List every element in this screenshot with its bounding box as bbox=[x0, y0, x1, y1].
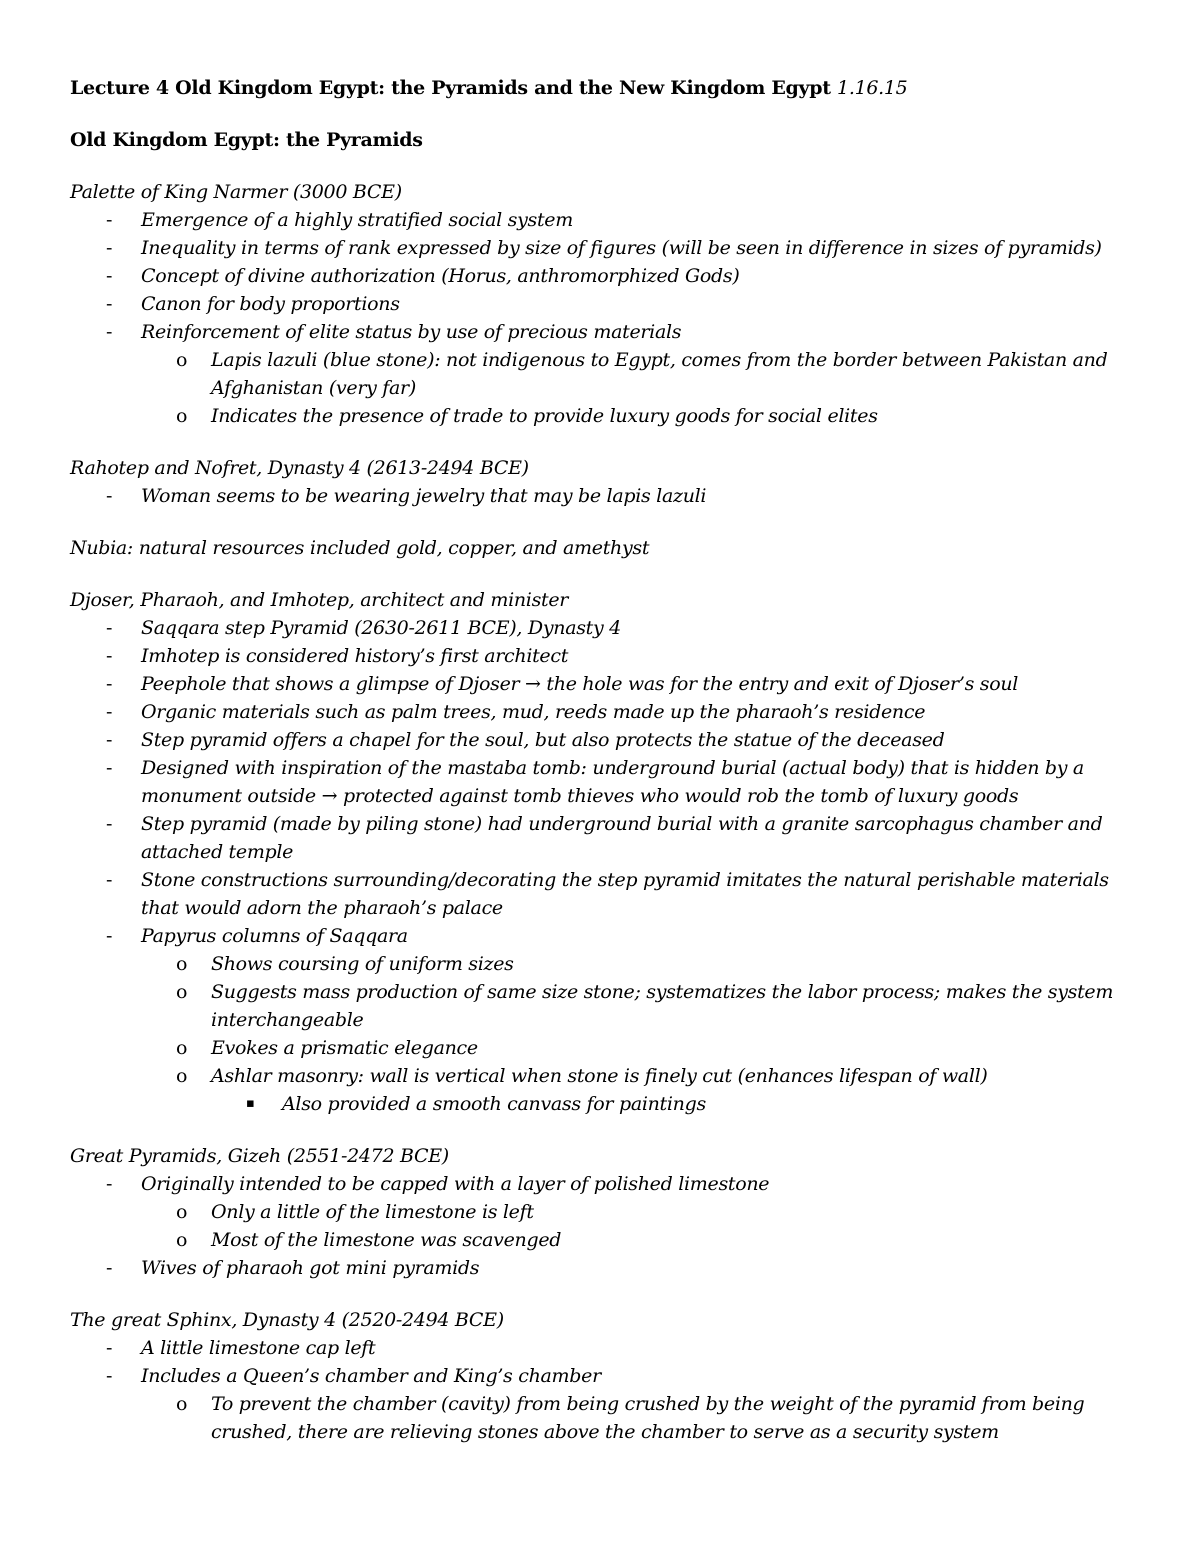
sub-bullet-marker: o bbox=[176, 981, 188, 1003]
lecture-date: 1.16.15 bbox=[837, 77, 908, 99]
section-nubia bbox=[70, 534, 1150, 562]
list-item bbox=[70, 318, 1150, 430]
sub-list-item bbox=[70, 1390, 1150, 1446]
section-head: Great Pyramids, Gizeh (2551-2472 BCE) bbox=[70, 1145, 449, 1167]
bullet-marker: - bbox=[106, 757, 113, 779]
list-item-text: Step pyramid offers a chapel for the soul, but also protects the statue of the deceased bbox=[141, 729, 945, 751]
sub-list-item-text: Shows coursing of uniform sizes bbox=[211, 953, 514, 975]
bullet-marker: - bbox=[106, 1337, 113, 1359]
sub-list-item bbox=[70, 1226, 1150, 1254]
list-item-text: A little limestone cap left bbox=[141, 1337, 376, 1359]
bullet-marker: - bbox=[106, 813, 113, 835]
section-head: Rahotep and Nofret, Dynasty 4 (2613-2494 BCE) bbox=[70, 457, 529, 479]
bullet-marker: - bbox=[106, 925, 113, 947]
bullet-list bbox=[70, 206, 1150, 430]
list-item-text: Concept of divine authorization (Horus, anthromorphized Gods) bbox=[141, 265, 740, 287]
section-djoser bbox=[70, 586, 1150, 1118]
section-heading: Old Kingdom Egypt: the Pyramids bbox=[70, 129, 423, 151]
sub-bullet-marker: o bbox=[176, 349, 188, 371]
section-head: Palette of King Narmer (3000 BCE) bbox=[70, 181, 402, 203]
sub-bullet-marker: o bbox=[176, 1201, 188, 1223]
list-item bbox=[70, 642, 1150, 670]
bullet-list bbox=[70, 1170, 1150, 1282]
list-item-text: Imhotep is considered history’s first architect bbox=[141, 645, 569, 667]
list-item bbox=[70, 234, 1150, 262]
bullet-marker: - bbox=[106, 237, 113, 259]
list-item-text: Woman seems to be wearing jewelry that may be lapis lazuli bbox=[141, 485, 707, 507]
bullet-marker: - bbox=[106, 1173, 113, 1195]
list-item bbox=[70, 754, 1150, 810]
sub-sub-list-item-text: Also provided a smooth canvass for paintings bbox=[282, 1093, 706, 1115]
sub-bullet-marker: o bbox=[176, 953, 188, 975]
title-text: Lecture 4 Old Kingdom Egypt: the Pyramids and the New Kingdom Egypt bbox=[70, 77, 831, 99]
sub-list-item-text: Ashlar masonry: wall is vertical when stone is finely cut (enhances lifespan of wall) bbox=[211, 1065, 988, 1087]
section-rahotep bbox=[70, 454, 1150, 510]
bullet-marker: - bbox=[106, 265, 113, 287]
sub-bullet-marker: o bbox=[176, 405, 188, 427]
sub-list-item-text: Evokes a prismatic elegance bbox=[211, 1037, 478, 1059]
sub-list-item-text: Most of the limestone was scavenged bbox=[211, 1229, 562, 1251]
list-item-text: Wives of pharaoh got mini pyramids bbox=[141, 1257, 480, 1279]
list-item bbox=[70, 290, 1150, 318]
list-item-text: Organic materials such as palm trees, mud, reeds made up the pharaoh’s residence bbox=[141, 701, 926, 723]
sub-bullet-marker: o bbox=[176, 1065, 188, 1087]
sub-sub-list bbox=[211, 1090, 1150, 1118]
section-head: The great Sphinx, Dynasty 4 (2520-2494 BCE) bbox=[70, 1309, 504, 1331]
sub-list-item-text: Suggests mass production of same size stone; systematizes the labor process; makes the system interchangeable bbox=[211, 981, 1114, 1031]
list-item bbox=[70, 262, 1150, 290]
list-item-text: Stone constructions surrounding/decorating the step pyramid imitates the natural perishable materials that would adorn the pharaoh’s palace bbox=[141, 869, 1109, 919]
list-item bbox=[70, 866, 1150, 922]
list-item-text: Designed with inspiration of the mastaba tomb: underground burial (actual body) that is hidden by a monument outside → protected against tomb thieves who would rob the tomb of luxury goods bbox=[141, 757, 1084, 807]
list-item bbox=[70, 810, 1150, 866]
bullet-list bbox=[70, 482, 1150, 510]
list-item bbox=[70, 1170, 1150, 1254]
bullet-marker: - bbox=[106, 1257, 113, 1279]
list-item-text: Step pyramid (made by piling stone) had underground burial with a granite sarcophagus chamber and attached temple bbox=[141, 813, 1103, 863]
sub-bullet-marker: o bbox=[176, 1037, 188, 1059]
section-head: Nubia: natural resources included gold, copper, and amethyst bbox=[70, 537, 650, 559]
sub-list-item bbox=[70, 950, 1150, 978]
sub-list bbox=[141, 346, 1150, 430]
list-item-text: Canon for body proportions bbox=[141, 293, 400, 315]
bullet-marker: - bbox=[106, 869, 113, 891]
bullet-marker: - bbox=[106, 209, 113, 231]
bullet-marker: - bbox=[106, 293, 113, 315]
bullet-marker: - bbox=[106, 321, 113, 343]
section-narmer bbox=[70, 178, 1150, 430]
sub-list-item bbox=[70, 1062, 1150, 1118]
bullet-marker: - bbox=[106, 1365, 113, 1387]
bullet-marker: - bbox=[106, 729, 113, 751]
document-title bbox=[70, 74, 1150, 102]
list-item-text: Reinforcement of elite status by use of precious materials bbox=[141, 321, 682, 343]
list-item bbox=[70, 1334, 1150, 1362]
sub-list-item-text: To prevent the chamber (cavity) from being crushed by the weight of the pyramid from being crushed, there are relieving stones above the chamber to serve as a security system bbox=[211, 1393, 1085, 1443]
document-page bbox=[70, 74, 1150, 1446]
list-item-text: Peephole that shows a glimpse of Djoser → the hole was for the entry and exit of Djoser’s soul bbox=[141, 673, 1019, 695]
bullet-list bbox=[70, 614, 1150, 1118]
list-item bbox=[70, 726, 1150, 754]
sub-list-item bbox=[70, 402, 1150, 430]
bullet-marker: - bbox=[106, 645, 113, 667]
sub-list bbox=[141, 950, 1150, 1118]
list-item bbox=[70, 206, 1150, 234]
list-item-text: Originally intended to be capped with a layer of polished limestone bbox=[141, 1173, 770, 1195]
list-item-text: Includes a Queen’s chamber and King’s chamber bbox=[141, 1365, 601, 1387]
sub-list bbox=[141, 1390, 1150, 1446]
sub-list-item-text: Lapis lazuli (blue stone): not indigenous to Egypt, comes from the border between Pakistan and Afghanistan (very far) bbox=[211, 349, 1108, 399]
bullet-marker: - bbox=[106, 485, 113, 507]
sub-list-item-text: Indicates the presence of trade to provide luxury goods for social elites bbox=[211, 405, 878, 427]
sub-list-item bbox=[70, 346, 1150, 402]
list-item-text: Inequality in terms of rank expressed by size of figures (will be seen in difference in sizes of pyramids) bbox=[141, 237, 1102, 259]
sub-bullet-marker: o bbox=[176, 1229, 188, 1251]
bullet-list bbox=[70, 1334, 1150, 1446]
list-item-text: Emergence of a highly stratified social system bbox=[141, 209, 573, 231]
sub-list-item bbox=[70, 1198, 1150, 1226]
list-item bbox=[70, 670, 1150, 698]
list-item bbox=[70, 698, 1150, 726]
bullet-marker: - bbox=[106, 673, 113, 695]
square-bullet-marker: ▪ bbox=[246, 1096, 255, 1111]
sub-sub-list-item bbox=[70, 1090, 1150, 1118]
list-item-text: Papyrus columns of Saqqara bbox=[141, 925, 408, 947]
sub-list bbox=[141, 1198, 1150, 1254]
list-item-text: Saqqara step Pyramid (2630-2611 BCE), Dynasty 4 bbox=[141, 617, 621, 639]
section-sphinx bbox=[70, 1306, 1150, 1446]
list-item bbox=[70, 614, 1150, 642]
list-item bbox=[70, 1362, 1150, 1446]
sub-bullet-marker: o bbox=[176, 1393, 188, 1415]
bullet-marker: - bbox=[106, 617, 113, 639]
sub-list-item bbox=[70, 1034, 1150, 1062]
bullet-marker: - bbox=[106, 701, 113, 723]
section-gizeh bbox=[70, 1142, 1150, 1282]
list-item bbox=[70, 1254, 1150, 1282]
list-item bbox=[70, 922, 1150, 1118]
sub-list-item-text: Only a little of the limestone is left bbox=[211, 1201, 534, 1223]
sub-list-item bbox=[70, 978, 1150, 1034]
section-head: Djoser, Pharaoh, and Imhotep, architect and minister bbox=[70, 589, 569, 611]
list-item bbox=[70, 482, 1150, 510]
